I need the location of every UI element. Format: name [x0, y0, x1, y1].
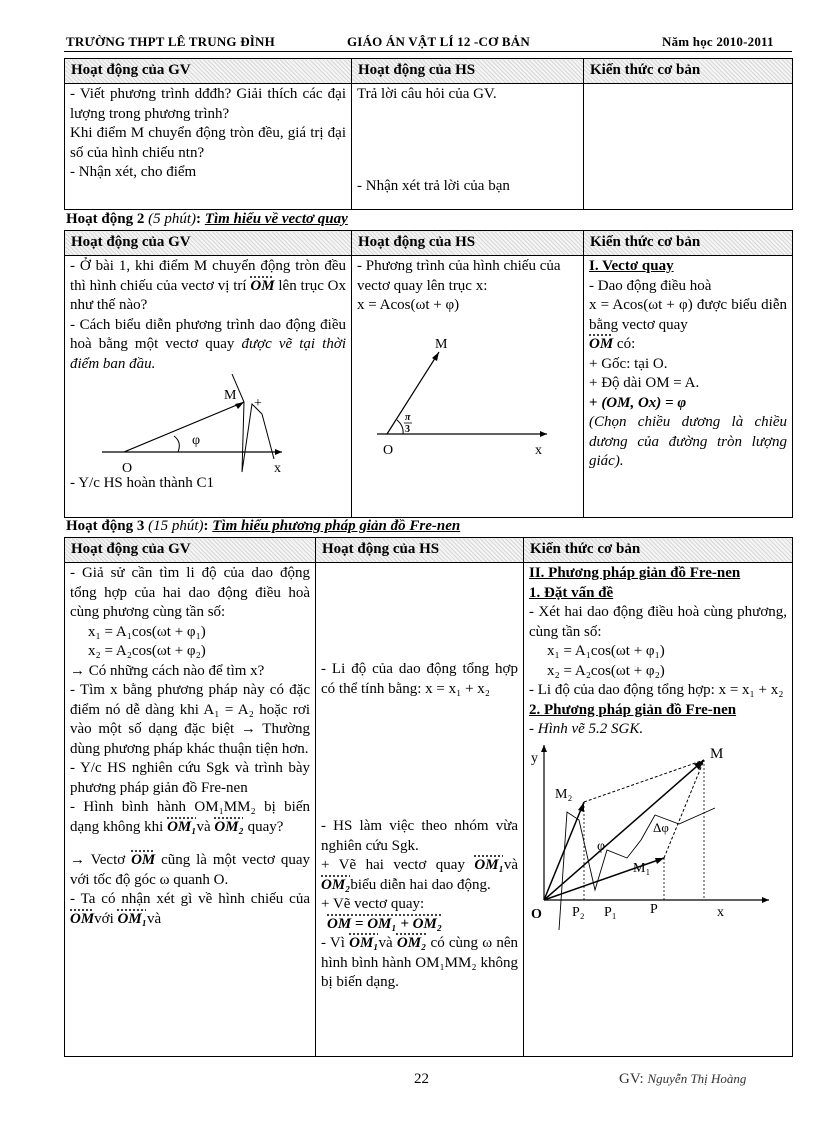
svg-text:φ: φ: [192, 433, 201, 448]
svg-text:M: M: [435, 336, 448, 352]
svg-text:φ: φ: [597, 838, 606, 854]
svg-text:M₂: M₂: [555, 786, 573, 802]
svg-text:y: y: [531, 750, 538, 766]
svg-text:P₂: P₂: [572, 904, 585, 920]
kt-cell-2: I. Vectơ quay - Dao động điều hoà x = Acos(ωt + φ) được biểu diễn bằng vectơ quay OM có: + Gốc: tại O. + Độ dài OM = A. + (OM, Ox) = φ (Chọn chiều dương là chiều dương của đường tròn lượng giác).: [584, 256, 793, 518]
gv-cell-2: - Ở bài 1, khi điểm M chuyển động tròn đều thì hình chiếu của vectơ vị trí OM lên trục Ox như thế nào? - Cách biểu diễn phương trình dao động điều hoà bằng một vectơ quay được vẽ tại thời điểm ban đầu. M + φ O x - Y/c HS hoàn thành C1: [65, 256, 352, 518]
school-year: Năm học 2010-2011: [662, 34, 774, 49]
gv-cell: - Viết phương trình dđđh? Giải thích các đại lượng trong phương trình? Khi điểm M chuyển động tròn đều, giá trị đại số của hình chiếu ntn? - Nhận xét, cho điểm: [65, 84, 352, 210]
svg-text:O: O: [383, 442, 394, 458]
gv-cell-3: - Giả sử cần tìm li độ của dao động tổng hợp của hai dao động điều hoà cùng phương cùng tần số: x₁ = A₁cos(ωt + φ₁) x₂ = A₂cos(ωt + φ₂) → Có những cách nào để tìm x? - Tìm x bằng phương pháp này có đặc điểm nó dễ dàng khi A₁ = A₂ hoặc rơi vào một số dạng đặc biệt → Thường dùng phương pháp khác thuận tiện hơn. - Y/c HS nghiên cứu Sgk và trình bày phương pháp giản đồ Fre-nen - Hình bình hành OM₁MM₂ bị biến dạng không khi OM₁và OM₂ quay? → Vectơ OM cũng là một vectơ quay với tốc độ góc ω quanh O. - Ta có nhận xét gì về hình chiếu của OMvới OM₁và: [65, 563, 316, 1057]
svg-text:M: M: [710, 745, 724, 762]
svg-text:Δφ: Δφ: [653, 819, 669, 835]
svg-text:O: O: [531, 906, 542, 922]
activity-3-table: Hoạt động của GV Hoạt động của HS Kiến thức cơ bản - Giả sử cần tìm li độ của dao động tổng hợp của hai dao động điều hoà cùng phương cùng tần số: x₁ = A₁cos(ωt + φ₁) x₂ = A₂cos(ωt + φ₂) → Có những cách nào để tìm x? - Tìm x bằng phương pháp này có đặc điểm nó dễ dàng khi A₁ = A₂ hoặc rơi vào một số dạng đặc biệt → Thường dùng phương pháp khác thuận tiện hơn. - Y/c HS nghiên cứu Sgk và trình bày phương pháp giản đồ Fre-nen - Hình bình hành OM₁MM₂ bị biến dạng không khi OM₁và OM₂ quay? → Vectơ OM cũng là một vectơ quay với tốc độ góc ω quanh O. - Ta có nhận xét gì về hình chiếu của OMvới OM₁và - Li độ của dao động tổng hợp có thể tính bằng: x = x₁ + x₂ - HS làm việc theo nhóm vừa nghiên cứu Sgk. + Vẽ hai vectơ quay OM₁và OM₂biểu diễn hai dao động. + Vẽ vectơ quay: OM = OM₁ + OM₂ - Vì OM₁và OM₂ có cùng ω nên hình bình hành OM₁MM₂ không bị biến dạng. II. Phương pháp giản đồ Fre-nen 1. Đặt vấn đề - Xét hai dao động điều hoà cùng phương, cùng tần số: x₁ = A₁cos(ωt + φ₁) x₂ = A₂cos(ωt + φ₂) - Li độ của dao động tổng hợp: x = x₁ + x₂ 2. Phương pháp giản đồ Fre-nen - Hình vẽ 5.2 SGK. M M₂ M₁ Δφ φ O P₂ P₁ P x y: [64, 537, 793, 1057]
svg-text:3: 3: [405, 423, 410, 435]
subject-title: GIÁO ÁN VẬT LÍ 12 -CƠ BẢN: [347, 34, 530, 49]
page-number: 22: [414, 1071, 429, 1087]
svg-text:M: M: [224, 388, 237, 403]
school-name: TRƯỜNG THPT LÊ TRUNG ĐÌNH: [66, 34, 275, 49]
teacher-signature: GV: Nguyễn Thị Hoàng: [619, 1071, 747, 1087]
kt-cell-3: II. Phương pháp giản đồ Fre-nen 1. Đặt vấn đề - Xét hai dao động điều hoà cùng phương, cùng tần số: x₁ = A₁cos(ωt + φ₁) x₂ = A₂cos(ωt + φ₂) - Li độ của dao động tổng hợp: x = x₁ + x₂ 2. Phương pháp giản đồ Fre-nen - Hình vẽ 5.2 SGK. M M₂ M₁ Δφ φ O P₂ P₁ P x y: [524, 563, 793, 1057]
svg-text:P: P: [650, 901, 658, 917]
svg-text:x: x: [717, 904, 724, 920]
svg-text:O: O: [122, 461, 133, 474]
rotating-vector-figure-2: [357, 336, 567, 466]
hs-cell-3: - Li độ của dao động tổng hợp có thể tính bằng: x = x₁ + x₂ - HS làm việc theo nhóm vừa nghiên cứu Sgk. + Vẽ hai vectơ quay OM₁và OM₂biểu diễn hai dao động. + Vẽ vectơ quay: OM = OM₁ + OM₂ - Vì OM₁và OM₂ có cùng ω nên hình bình hành OM₁MM₂ không bị biến dạng.: [316, 563, 524, 1057]
fresnel-diagram: [529, 740, 779, 970]
activity-2-heading: Hoạt động 2 (5 phút): Tìm hiểu về vectơ quay: [66, 211, 348, 227]
header-rule: [64, 51, 792, 52]
col-header-gv: Hoạt động của GV: [65, 59, 352, 84]
svg-text:P₁: P₁: [604, 904, 617, 920]
hs-cell-2: - Phương trình của hình chiếu của vectơ quay lên trục x: x = Acos(ωt + φ) M π 3 O x: [352, 256, 584, 518]
svg-text:π: π: [405, 411, 411, 423]
rotating-vector-figure-1: [82, 374, 292, 474]
svg-text:M₁: M₁: [633, 860, 651, 876]
svg-text:+: +: [254, 396, 262, 411]
svg-text:x: x: [535, 442, 542, 458]
kt-cell: [584, 84, 793, 210]
col-header-hs: Hoạt động của HS: [352, 59, 584, 84]
activity-1-table: [64, 58, 793, 210]
activity-3-heading: Hoạt động 3 (15 phút): Tìm hiểu phương pháp giản đồ Fre-nen: [66, 518, 461, 534]
col-header-kt: Kiến thức cơ bản: [584, 59, 793, 84]
hs-cell: Trả lời câu hỏi của GV. - Nhận xét trả lời của bạn: [352, 84, 584, 210]
activity-2-table: Hoạt động của GV Hoạt động của HS Kiến thức cơ bản - Ở bài 1, khi điểm M chuyển động tròn đều thì hình chiếu của vectơ vị trí OM lên trục Ox như thế nào? - Cách biểu diễn phương trình dao động điều hoà bằng một vectơ quay được vẽ tại thời điểm ban đầu. M + φ O x - Y/c HS hoàn thành C1 - Phương trình của hình chiếu của vectơ quay lên trục x: x = Acos(ωt + φ) M π 3 O x I. Vectơ quay - Dao động điều hoà x = Acos(ωt + φ) được biểu diễn bằng vectơ quay OM có: + Gốc: tại O. + Độ dài OM = A. + (OM, Ox) = φ (Chọn chiều dương là chiều dương của đường tròn lượng giác).: [64, 230, 793, 518]
svg-text:x: x: [274, 461, 281, 474]
